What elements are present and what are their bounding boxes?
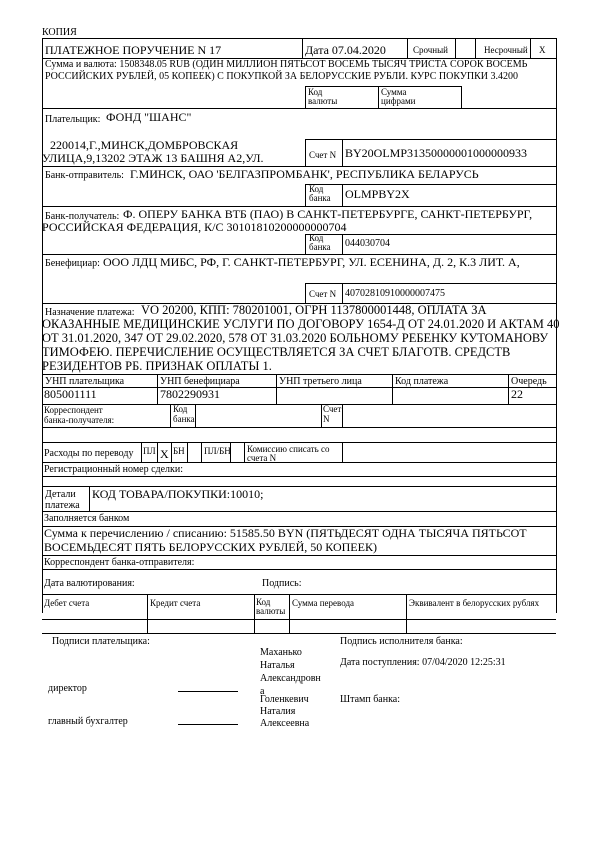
accountant-name-3: Алексеевна [260, 718, 310, 729]
director-signature-line [178, 691, 238, 692]
nonurgent-mark: X [539, 45, 546, 55]
fees-pl-mark: X [160, 447, 169, 461]
nonurgent-label: Несрочный [484, 45, 528, 55]
corr-bank-code-label-2: банка [173, 414, 195, 424]
sender-bank-code: OLMPBY2X [345, 187, 410, 201]
payer-signatures-label: Подписи плательщика: [52, 636, 150, 647]
commission-label: Комиссию списать со [247, 444, 330, 454]
urgent-label: Срочный [413, 45, 448, 55]
accountant-signature-line [178, 724, 238, 725]
priority-value: 22 [511, 387, 523, 401]
payer-name: ФОНД "ШАНС" [106, 110, 192, 124]
purpose-line-4: ТИМОФЕЮ. ПЕРЕЧИСЛЕНИЕ ОСУЩЕСТВЛЯЕТСЯ ЗА СЧЕТ БЛАГОТВ. СРЕДСТВ [42, 345, 511, 359]
payer-address-2: УЛИЦА,9,13202 ЭТАЖ 13 БАШНЯ А2,УЛ. [42, 151, 264, 165]
debit-account-label: Дебет счета [44, 598, 90, 608]
fees-pl: ПЛ [143, 446, 156, 456]
purpose-line-3: ОТ 31.01.2020, 347 ОТ 29.02.2020, 578 ОТ 31.03.2020 БОЛЬНОМУ РЕБЕНКУ КУТОМАНОВУ [42, 331, 549, 345]
details-label: Детали [45, 489, 76, 500]
payment-code-label: Код платежа [395, 376, 449, 387]
bank-fill-label: Заполняется банком [44, 513, 130, 524]
beneficiary-unp-label: УНП бенефициара [160, 376, 240, 387]
details-value: КОД ТОВАРА/ПОКУПКИ:10010; [92, 487, 264, 501]
currency-code-label: Код [308, 87, 323, 97]
executor-signature-label: Подпись исполнителя банка: [340, 636, 463, 647]
copy-label: КОПИЯ [42, 27, 77, 38]
beneficiary-account: 40702810910000007475 [345, 288, 445, 299]
purpose-line-1: VO 20200, КПП: 780201001, ОГРН 1137800001448, ОПЛАТА ЗА [141, 303, 487, 317]
debit-sum-line-1: Сумма к перечислению / списанию: 51585.50 BYN (ПЯТЬДЕСЯТ ОДНА ТЫСЯЧА ПЯТЬСОТ [44, 526, 527, 540]
receiver-bank-code: 044030704 [345, 238, 390, 249]
fees-plbn: ПЛ/БН [204, 446, 231, 456]
receiver-bank-code-label-2: банка [309, 242, 331, 252]
document-date: Дата 07.04.2020 [305, 43, 386, 57]
payer-account-label: Счет N [309, 150, 337, 160]
details-label-2: платежа [45, 500, 80, 511]
payer-label: Плательщик: [45, 114, 101, 125]
correspondent-label-2: банка-получателя: [44, 415, 115, 425]
registration-label: Регистрационный номер сделки: [44, 464, 184, 475]
director-name-1: Маханько [260, 647, 302, 658]
corr-bank-code-label: Код [173, 404, 188, 414]
director-name-4: а [260, 686, 265, 697]
payer-unp: 805001111 [44, 387, 97, 401]
bank-stamp-label: Штамп банка: [340, 694, 400, 705]
fees-label: Расходы по переводу [44, 448, 134, 459]
document-title: ПЛАТЕЖНОЕ ПОРУЧЕНИЕ N 17 [45, 43, 222, 57]
value-date-label: Дата валютирования: [44, 578, 135, 589]
third-party-unp-label: УНП третьего лица [279, 376, 362, 387]
commission-label-2: счета N [247, 453, 277, 463]
currency-code-label-2: валюты [308, 96, 338, 106]
beneficiary-label: Бенефициар: [45, 258, 100, 269]
sender-bank-code-label: Код [309, 184, 324, 194]
director-name-3: Александровн [260, 673, 321, 684]
accountant-name-2: Наталия [260, 706, 296, 717]
conversion-signature-label: Подпись: [262, 578, 302, 589]
priority-label: Очередь [511, 376, 547, 387]
correspondent-label: Корреспондент [44, 405, 103, 415]
director-name-2: Наталья [260, 660, 295, 671]
sender-bank-code-label-2: банка [309, 193, 331, 203]
received-date: Дата поступления: 07/04/2020 12:25:31 [340, 657, 506, 668]
equivalent-label: Эквивалент в белорусских рублях [409, 598, 540, 608]
purpose-line-5: РЕЗИДЕНТОВ РБ. ПРИЗНАК ОПЛАТЫ 1. [42, 359, 272, 373]
debit-sum-line-2: ВОСЕМЬДЕСЯТ ПЯТЬ БЕЛОРУССКИХ РУБЛЕЙ, 50 КОПЕЕК) [44, 540, 377, 554]
currency-code-col-label: Код [256, 597, 271, 607]
payer-account: BY20OLMP31350000001000000933 [345, 146, 528, 160]
beneficiary-unp: 7802290931 [160, 387, 220, 401]
beneficiary-account-label: Счет N [309, 289, 337, 299]
purpose-label: Назначение платежа: [45, 307, 135, 318]
purpose-line-2: ОКАЗАННЫЕ МЕДИЦИНСКИЕ УСЛУГИ ПО ДОГОВОРУ 1654-Д ОТ 24.01.2020 И АКТАМ 40 [42, 317, 560, 331]
payer-unp-label: УНП плательщика [45, 376, 125, 387]
receiver-bank-code-label: Код [309, 233, 324, 243]
currency-code-col-label-2: валюты [256, 606, 286, 616]
beneficiary-name: ООО ЛДЦ МИБС, РФ, Г. САНКТ-ПЕТЕРБУРГ, УЛ. ЕСЕНИНА, Д. 2, К.3 ЛИТ. А, [103, 255, 520, 269]
sum-digits-label-2: цифрами [381, 96, 416, 106]
corr-account-label: Счет [323, 404, 342, 414]
accountant-label: главный бухгалтер [48, 716, 128, 727]
sender-bank-label: Банк-отправитель: [45, 170, 124, 181]
accountant-name-1: Голенкевич [260, 694, 309, 705]
amount-line-1: Сумма и валюта: 1508348.05 RUB (ОДИН МИЛЛИОН ПЯТЬСОТ ВОСЕМЬ ТЫСЯЧ ТРИСТА СОРОК ВОСЕМЬ [45, 59, 528, 70]
fees-bn: БН [173, 446, 185, 456]
receiver-bank-name-2: РОССИЙСКАЯ ФЕДЕРАЦИЯ, К/С 30101810200000000704 [42, 220, 347, 234]
receiver-bank-label: Банк-получатель: [45, 211, 120, 222]
sum-digits-label: Сумма [381, 87, 407, 97]
credit-account-label: Кредит счета [150, 598, 201, 608]
transfer-sum-label: Сумма перевода [292, 598, 355, 608]
sender-bank-name: Г.МИНСК, ОАО 'БЕЛГАЗПРОМБАНК', РЕСПУБЛИКА БЕЛАРУСЬ [130, 167, 479, 181]
receiver-bank-name-1: Ф. ОПЕРУ БАНКА ВТБ (ПАО) В САНКТ-ПЕТЕРБУРГЕ, САНКТ-ПЕТЕРБУРГ, [123, 207, 533, 221]
payer-address-1: 220014,Г.,МИНСК,ДОМБРОВСКАЯ [50, 138, 239, 152]
corr-account-label-2: N [323, 414, 330, 424]
director-label: директор [48, 683, 87, 694]
sender-corr-label: Корреспондент банка-отправителя: [44, 557, 195, 568]
amount-line-2: РОССИЙСКИХ РУБЛЕЙ, 05 КОПЕЕК) С ПОКУПКОЙ ЗА БЕЛОРУССКИЕ РУБЛИ. КУРС ПОКУПКИ 3.4200 [45, 71, 519, 82]
